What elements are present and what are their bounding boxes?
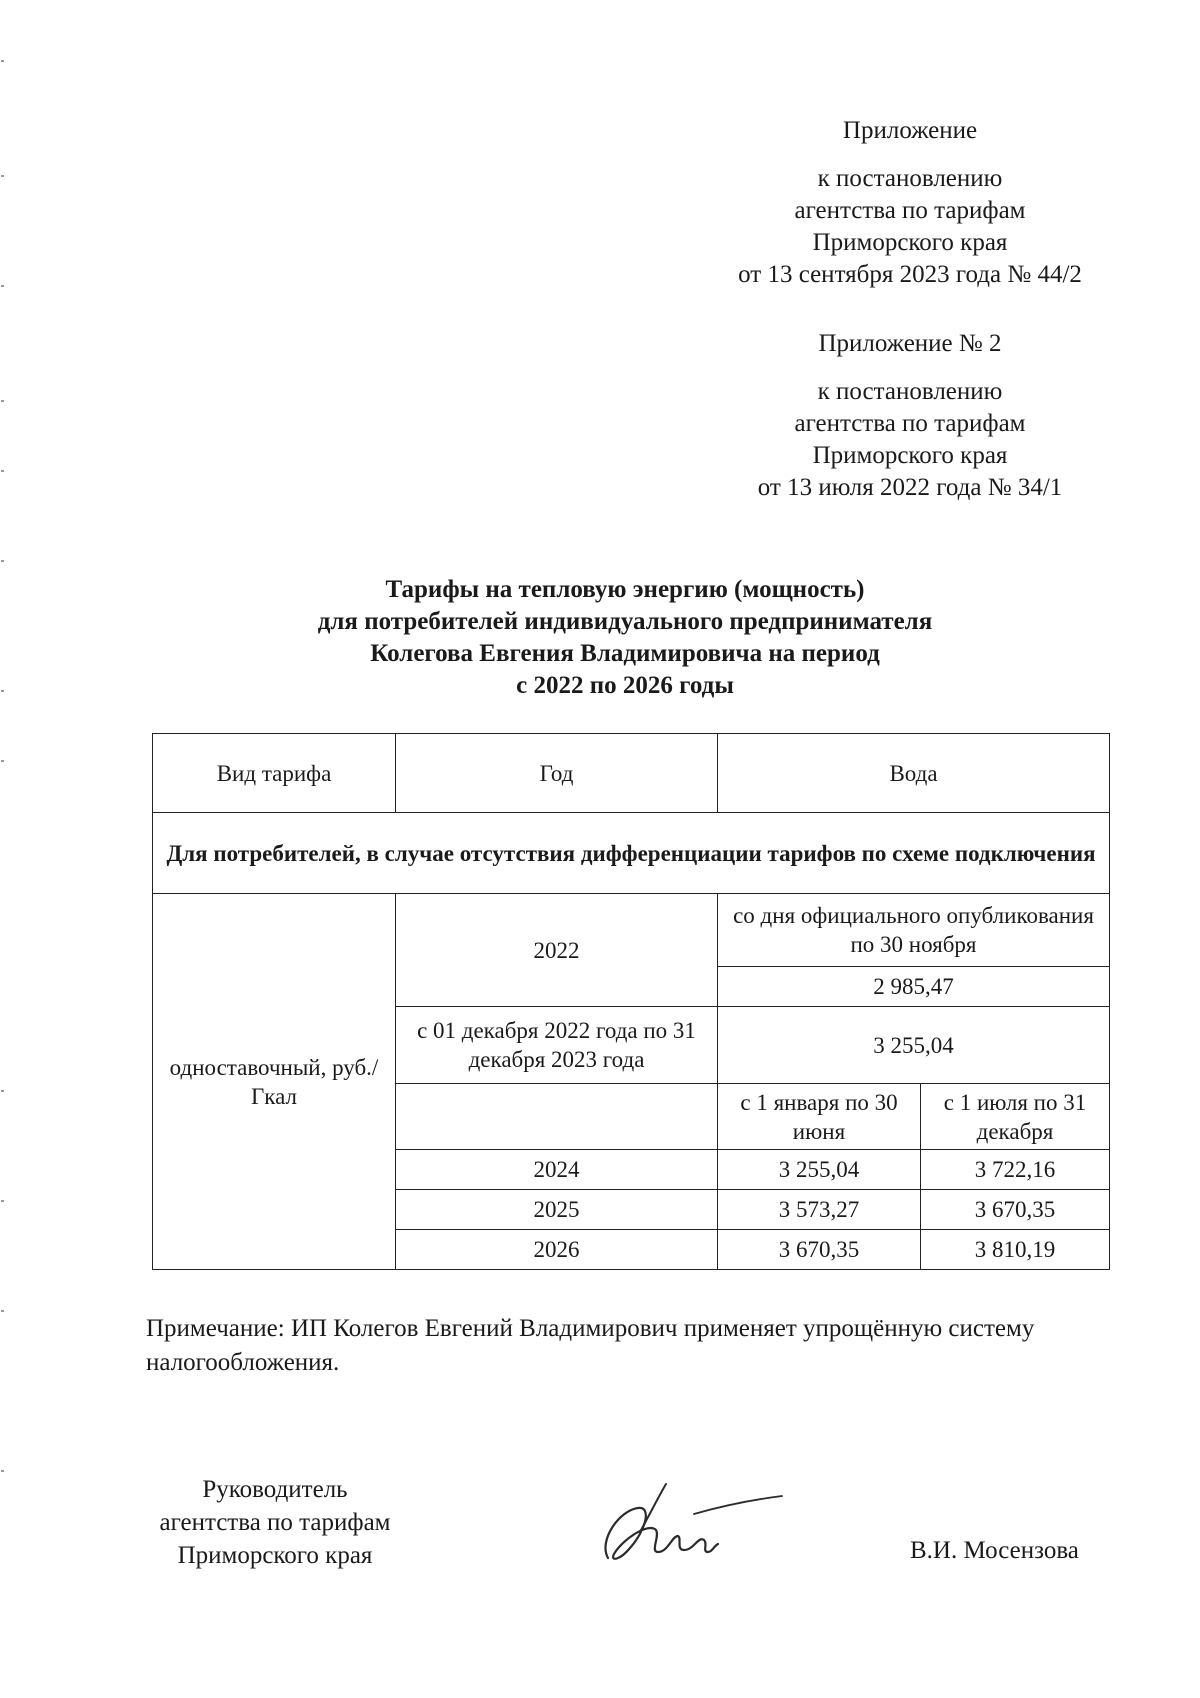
title-line: Колегова Евгения Владимировича на период — [370, 640, 880, 667]
title-line: с 2022 по 2026 годы — [516, 672, 734, 699]
value-cell: 3 255,04 — [718, 1150, 921, 1190]
year-cell: 2024 — [396, 1150, 718, 1190]
position-line: агентства по тарифам — [159, 1509, 391, 1536]
table-header-row — [153, 734, 1110, 813]
document-title — [150, 574, 1100, 702]
handwritten-signature — [590, 1470, 790, 1580]
year-cell: 2022 — [396, 894, 718, 1007]
appendix-block-original — [700, 328, 1120, 504]
table-section-row — [153, 813, 1110, 894]
position-line: Руководитель — [202, 1476, 348, 1503]
value-cell: 3 670,35 — [718, 1230, 921, 1270]
empty-cell — [396, 1084, 718, 1150]
header-water: Вода — [718, 734, 1110, 813]
signatory-position — [130, 1473, 420, 1572]
table-row — [153, 894, 1110, 967]
appendix-line: к постановлению — [817, 165, 1003, 192]
appendix-line: агентства по тарифам — [794, 197, 1026, 224]
title-line: для потребителей индивидуального предпринимателя — [317, 608, 933, 635]
section-label: Для потребителей, в случае отсутствия дифференциации тарифов по схеме подключения — [153, 813, 1110, 894]
value-cell: 2 985,47 — [718, 967, 1110, 1007]
document-note: Примечание: ИП Колегов Евгений Владимирович применяет упрощённую систему налогообложения. — [146, 1315, 1035, 1376]
scan-edge-marks — [0, 0, 6, 1698]
header-tariff-type: Вид тарифа — [153, 734, 396, 813]
value-cell: 3 573,27 — [718, 1190, 921, 1230]
value-cell: 3 255,04 — [718, 1007, 1110, 1084]
tariff-name-cell: одноставочный, руб./Гкал — [153, 894, 396, 1270]
half-year-header-second: с 1 июля по 31 декабря — [921, 1084, 1110, 1150]
tariff-table — [152, 733, 1110, 1270]
header-year: Год — [396, 734, 718, 813]
period-cell: со дня официального опубликования по 30 ноября — [718, 894, 1110, 967]
year-cell: 2026 — [396, 1230, 718, 1270]
appendix-line: от 13 июля 2022 года № 34/1 — [757, 474, 1063, 501]
position-line: Приморского края — [177, 1542, 373, 1569]
appendix-line: агентства по тарифам — [794, 410, 1026, 437]
title-line: Тарифы на тепловую энергию (мощность) — [385, 576, 865, 603]
appendix-block-current — [700, 115, 1120, 291]
appendix-line: Приморского края — [812, 229, 1008, 256]
year-cell: 2025 — [396, 1190, 718, 1230]
appendix-line: к постановлению — [817, 378, 1003, 405]
period-cell: с 01 декабря 2022 года по 31 декабря 2023 года — [396, 1007, 718, 1084]
signatory-name: В.И. Мосензова — [910, 1537, 1079, 1564]
value-cell: 3 722,16 — [921, 1150, 1110, 1190]
value-cell: 3 670,35 — [921, 1190, 1110, 1230]
appendix-line: Приморского края — [812, 442, 1008, 469]
appendix-line: от 13 сентября 2023 года № 44/2 — [738, 261, 1082, 288]
appendix-heading: Приложение — [842, 117, 978, 144]
appendix-heading: Приложение № 2 — [818, 330, 1002, 357]
half-year-header-first: с 1 января по 30 июня — [718, 1084, 921, 1150]
value-cell: 3 810,19 — [921, 1230, 1110, 1270]
